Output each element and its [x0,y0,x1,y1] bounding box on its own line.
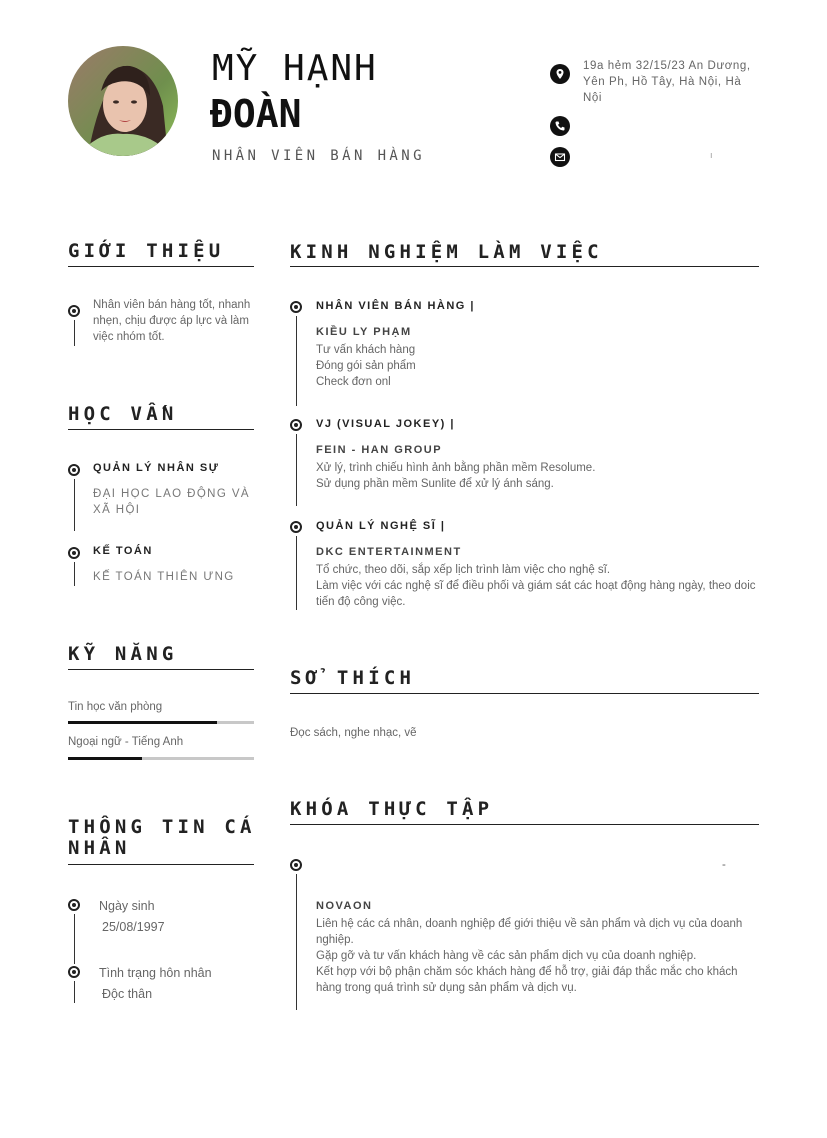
internship-heading: KHÓA THỰC TẬP [290,798,494,820]
internship-divider [290,824,759,825]
timeline-dot-icon [68,966,80,978]
personal-label: Tình trạng hôn nhân [99,966,212,980]
desc-line: Check đơn onl [316,376,391,388]
personal-value: 25/08/1997 [102,920,165,934]
skill-name: Tin học văn phòng [68,701,163,713]
skills-divider [68,669,254,670]
skill-bar-track [68,757,254,760]
map-pin-icon [550,64,570,84]
education-school: ĐẠI HỌC LAO ĐỘNG VÀ XÃ HỘI [93,488,250,516]
desc-line: Đóng gói sản phẩm [316,360,416,372]
envelope-icon [550,147,570,167]
experience-company: KIỀU LY PHẠM [316,326,412,338]
last-name: ĐOÀN [210,92,302,136]
timeline-dot-icon [68,547,80,559]
first-name: MỸ HẠNH [212,48,378,89]
intro-heading: GIỚI THIỆU [68,240,225,262]
desc-line: Xử lý, trình chiếu hình ảnh bằng phần mềm Resolume. [316,462,596,474]
experience-company: FEIN - HAN GROUP [316,444,443,456]
education-heading: HỌC VẤN [68,403,178,425]
education-divider [68,429,254,430]
skills-heading: KỸ NĂNG [68,643,178,665]
timeline-dot-icon [290,859,302,871]
contact-mark: ı [710,150,713,160]
timeline-line [74,320,75,346]
desc-line: Tư vấn khách hàng [316,344,416,356]
timeline-line [296,874,297,1010]
internship-dash: - [722,859,726,871]
personal-value: Độc thân [102,987,153,1001]
experience-desc [316,460,756,492]
hobbies-divider [290,693,759,694]
desc-line: Liên hệ các cá nhân, doanh nghiệp để giới thiệu về sản phẩm và dịch vụ của doanh nghiệp. [316,918,743,946]
timeline-line [296,434,297,506]
experience-title: VJ (VISUAL JOKEY) | [316,418,455,430]
intro-text: Nhân viên bán hàng tốt, nhanh nhẹn, chịu được áp lực và làm việc nhóm tốt. [93,299,251,343]
timeline-line [74,981,75,1003]
timeline-dot-icon [68,305,80,317]
internship-desc [316,916,758,996]
personal-label: Ngày sinh [99,899,155,913]
timeline-line [296,536,297,610]
experience-title: NHÂN VIÊN BÁN HÀNG | [316,300,475,312]
experience-title: QUẢN LÝ NGHỆ SĨ | [316,520,446,532]
desc-line: Kết hợp với bộ phận chăm sóc khách hàng để hỗ trợ, giải đáp thắc mắc cho khách hàng trong quá trình sử dụng sản phẩm và dịch vụ. [316,966,738,994]
experience-desc [316,342,756,390]
personal-heading: THÔNG TIN CÁ NHÂN [68,816,256,859]
timeline-dot-icon [290,301,302,313]
education-major: KẾ TOÁN [93,545,153,557]
timeline-dot-icon [68,464,80,476]
timeline-dot-icon [290,419,302,431]
education-school: KẾ TOÁN THIÊN ƯNG [93,571,235,583]
hobbies-heading: SỞ THÍCH [290,667,416,689]
timeline-line [74,562,75,586]
profile-photo [68,46,178,156]
skill-bar-fill [68,757,142,760]
skill-name: Ngoại ngữ - Tiếng Anh [68,736,184,748]
timeline-line [74,914,75,964]
experience-desc [316,562,756,610]
timeline-dot-icon [290,521,302,533]
timeline-dot-icon [68,899,80,911]
desc-line: Gặp gỡ và tư vấn khách hàng về các sản phẩm dịch vụ của doanh nghiệp. [316,950,697,962]
experience-heading: KINH NGHIỆM LÀM VIỆC [290,241,603,263]
skill-bar-track [68,721,254,724]
address: 19a hẻm 32/15/23 An Dương, Yên Ph, Hồ Tây, Hà Nội, Hà Nội [583,60,751,104]
hobbies-text: Đọc sách, nghe nhạc, vẽ [290,727,417,739]
intro-divider [68,266,254,267]
desc-line: Sử dụng phần mềm Sunlite để xử lý ánh sáng. [316,478,554,490]
desc-line: Làm việc với các nghệ sĩ để điều phối và giám sát các hoạt động hàng ngày, theo doic tiến độ công việc. [316,580,756,608]
education-major: QUẢN LÝ NHÂN SỰ [93,462,220,474]
skill-bar-fill [68,721,217,724]
timeline-line [296,316,297,406]
personal-divider [68,864,254,865]
timeline-line [74,479,75,531]
phone-icon [550,116,570,136]
desc-line: Tổ chức, theo dõi, sắp xếp lịch trình làm việc cho nghệ sĩ. [316,564,611,576]
job-title: NHÂN VIÊN BÁN HÀNG [212,148,425,164]
experience-company: DKC ENTERTAINMENT [316,546,462,558]
internship-company: NOVAON [316,900,373,912]
experience-divider [290,266,759,267]
